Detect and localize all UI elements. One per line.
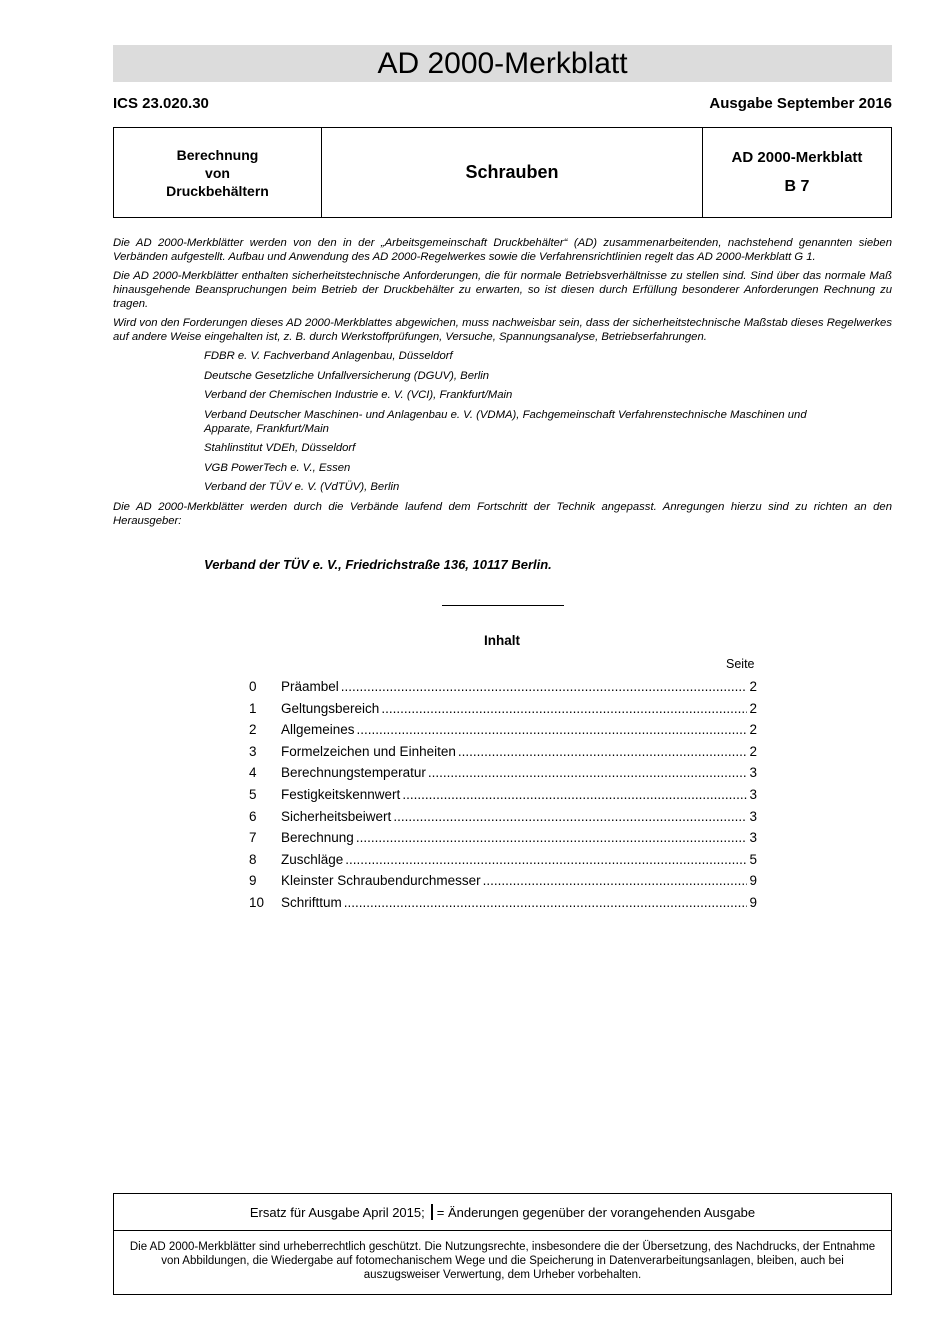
category-line: Berechnung <box>176 146 259 163</box>
toc-page: 2 <box>749 700 757 716</box>
change-bar-icon <box>431 1204 433 1220</box>
toc-number: 2 <box>249 722 257 738</box>
ics-code: ICS 23.020.30 <box>113 95 209 112</box>
toc-leader <box>428 762 748 784</box>
closing-paragraph: Die AD 2000-Merkblätter werden durch die Verbände laufend dem Fortschritt der Technik angepasst. Anregungen hierzu sind zu richten an den Herausgeber: <box>113 500 892 527</box>
organization-item: VGB PowerTech e. V., Essen <box>204 461 351 474</box>
toc-entry[interactable] <box>249 892 757 914</box>
toc-entry[interactable] <box>249 719 757 741</box>
toc-label: Berechnung <box>281 830 354 846</box>
toc-entry[interactable] <box>249 741 757 763</box>
toc-page: 3 <box>749 786 757 802</box>
toc-label: Sicherheitsbeiwert <box>281 808 392 824</box>
footer-box <box>113 1193 892 1295</box>
toc-page: 2 <box>749 743 757 759</box>
toc-number: 8 <box>249 851 257 867</box>
organization-item: Deutsche Gesetzliche Unfallversicherung (DGUV), Berlin <box>204 369 490 382</box>
intro-paragraph: Wird von den Forderungen dieses AD 2000-Merkblattes abgewichen, muss nachweisbar sein, dass der sicherheitstechnische Maßstab dieses Regelwerkes auf andere Weise eingehalten ist, z. B. durch Werkstoffprüfungen, Versuche, Spannungsanalyse, Betriebserfahrungen. <box>113 317 892 343</box>
toc-number: 9 <box>249 873 257 889</box>
toc-entry[interactable] <box>249 676 757 698</box>
toc-page: 3 <box>749 765 757 781</box>
toc-page: 2 <box>749 679 757 694</box>
toc-label: Festigkeitskennwert <box>281 786 401 802</box>
toc-leader <box>356 827 748 849</box>
toc-number: 6 <box>249 808 257 824</box>
toc-page: 3 <box>749 830 757 846</box>
toc-entry[interactable] <box>249 870 757 892</box>
replacement-suffix: = Änderungen gegenüber der vorangehenden Ausgabe <box>436 1204 756 1220</box>
toc-leader <box>381 698 747 720</box>
divider <box>442 605 564 606</box>
toc-page: 9 <box>749 894 757 910</box>
organization-item: Verband der TÜV e. V. (VdTÜV), Berlin <box>204 481 400 493</box>
organization-item: Stahlinstitut VDEh, Düsseldorf <box>204 442 356 454</box>
toc-title: Inhalt <box>484 633 520 648</box>
toc-leader <box>357 719 748 741</box>
toc-page: 2 <box>749 722 757 738</box>
organization-item: Verband Deutscher Maschinen- und Anlagenbau e. V. (VDMA), Fachgemeinschaft Verfahrenstechnische Maschinen und Apparate, Frankfurt/Main <box>204 408 807 435</box>
toc-leader <box>458 741 748 763</box>
subject-cell: Schrauben <box>322 128 703 217</box>
toc-page-header: Seite <box>726 657 755 671</box>
toc-leader <box>345 849 747 871</box>
toc-label: Allgemeines <box>281 722 355 738</box>
toc-number: 3 <box>249 743 257 759</box>
toc-entry[interactable] <box>249 784 757 806</box>
toc-label: Präambel <box>281 679 339 694</box>
toc-label: Berechnungstemperatur <box>281 765 426 781</box>
header-table <box>113 127 892 218</box>
sheet-code: B 7 <box>784 178 810 195</box>
sheet-cell <box>703 128 891 217</box>
table-of-contents <box>249 676 757 914</box>
toc-entry[interactable] <box>249 762 757 784</box>
organization-item: FDBR e. V. Fachverband Anlagenbau, Düsseldorf <box>204 350 453 362</box>
toc-number: 7 <box>249 830 257 846</box>
sheet-label: AD 2000-Merkblatt <box>731 149 863 166</box>
toc-number: 10 <box>249 894 265 910</box>
toc-entry[interactable] <box>249 806 757 828</box>
toc-entry[interactable] <box>249 849 757 871</box>
toc-number: 1 <box>249 700 257 716</box>
toc-entry[interactable] <box>249 698 757 720</box>
intro-text <box>113 236 892 533</box>
toc-page: 3 <box>749 808 757 824</box>
toc-page: 9 <box>749 873 757 889</box>
toc-leader <box>341 676 748 698</box>
toc-label: Schrifttum <box>281 894 342 910</box>
replacement-note <box>114 1194 891 1231</box>
toc-entry[interactable] <box>249 827 757 849</box>
publisher-address: Verband der TÜV e. V., Friedrichstraße 136, 10117 Berlin. <box>204 557 552 572</box>
category-cell <box>114 128 322 217</box>
toc-leader <box>402 784 747 806</box>
intro-paragraph: Die AD 2000-Merkblätter enthalten sicherheitstechnische Anforderungen, die für normale Betriebsverhältnisse zu stellen sind. Sind über das normale Maß hinausgehende Beanspruchungen beim Betrieb der Druckbehälter zu erwarten, so ist diesen durch Erfüllung besonderer Anforderungen Rechnung zu tragen. <box>113 270 892 310</box>
toc-label: Geltungsbereich <box>281 700 380 716</box>
intro-paragraph: Die AD 2000-Merkblätter werden von den in der „Arbeitsgemeinschaft Druckbehälter“ (AD) zusammenarbeitenden, nachstehend genannten sieben Verbänden aufgestellt. Aufbau und Anwendung des AD 2000-Regelwerkes sowie die Verfahrensrichtlinien regelt das AD 2000-Merkblatt G 1. <box>113 237 892 263</box>
toc-label: Zuschläge <box>281 851 344 867</box>
replacement-prefix: Ersatz für Ausgabe April 2015; <box>249 1204 425 1220</box>
toc-leader <box>483 870 748 892</box>
toc-page: 5 <box>749 851 757 867</box>
toc-number: 4 <box>249 765 257 781</box>
toc-number: 5 <box>249 786 257 802</box>
toc-number: 0 <box>249 679 257 694</box>
organization-list <box>113 349 892 494</box>
toc-label: Formelzeichen und Einheiten <box>281 743 456 759</box>
category-line: von <box>205 164 230 181</box>
organization-item: Verband der Chemischen Industrie e. V. (VCI), Frankfurt/Main <box>204 389 513 401</box>
edition-date: Ausgabe September 2016 <box>709 95 892 112</box>
page-title: AD 2000-Merkblatt <box>113 45 892 82</box>
toc-label: Kleinster Schraubendurchmesser <box>281 873 481 889</box>
copyright-notice: Die AD 2000-Merkblätter sind urheberrechtlich geschützt. Die Nutzungsrechte, insbesondere die der Übersetzung, des Nachdrucks, der Entnahme von Abbildungen, die Wiedergabe auf fotomechanischem Wege und die Speicherung in Datenverarbeitungsanlagen, bleiben, auch bei auszugsweiser Verwertung, dem Urheber vorbehalten. <box>129 1241 876 1281</box>
toc-leader <box>393 806 747 828</box>
toc-leader <box>344 892 748 914</box>
category-line: Druckbehältern <box>166 182 269 199</box>
